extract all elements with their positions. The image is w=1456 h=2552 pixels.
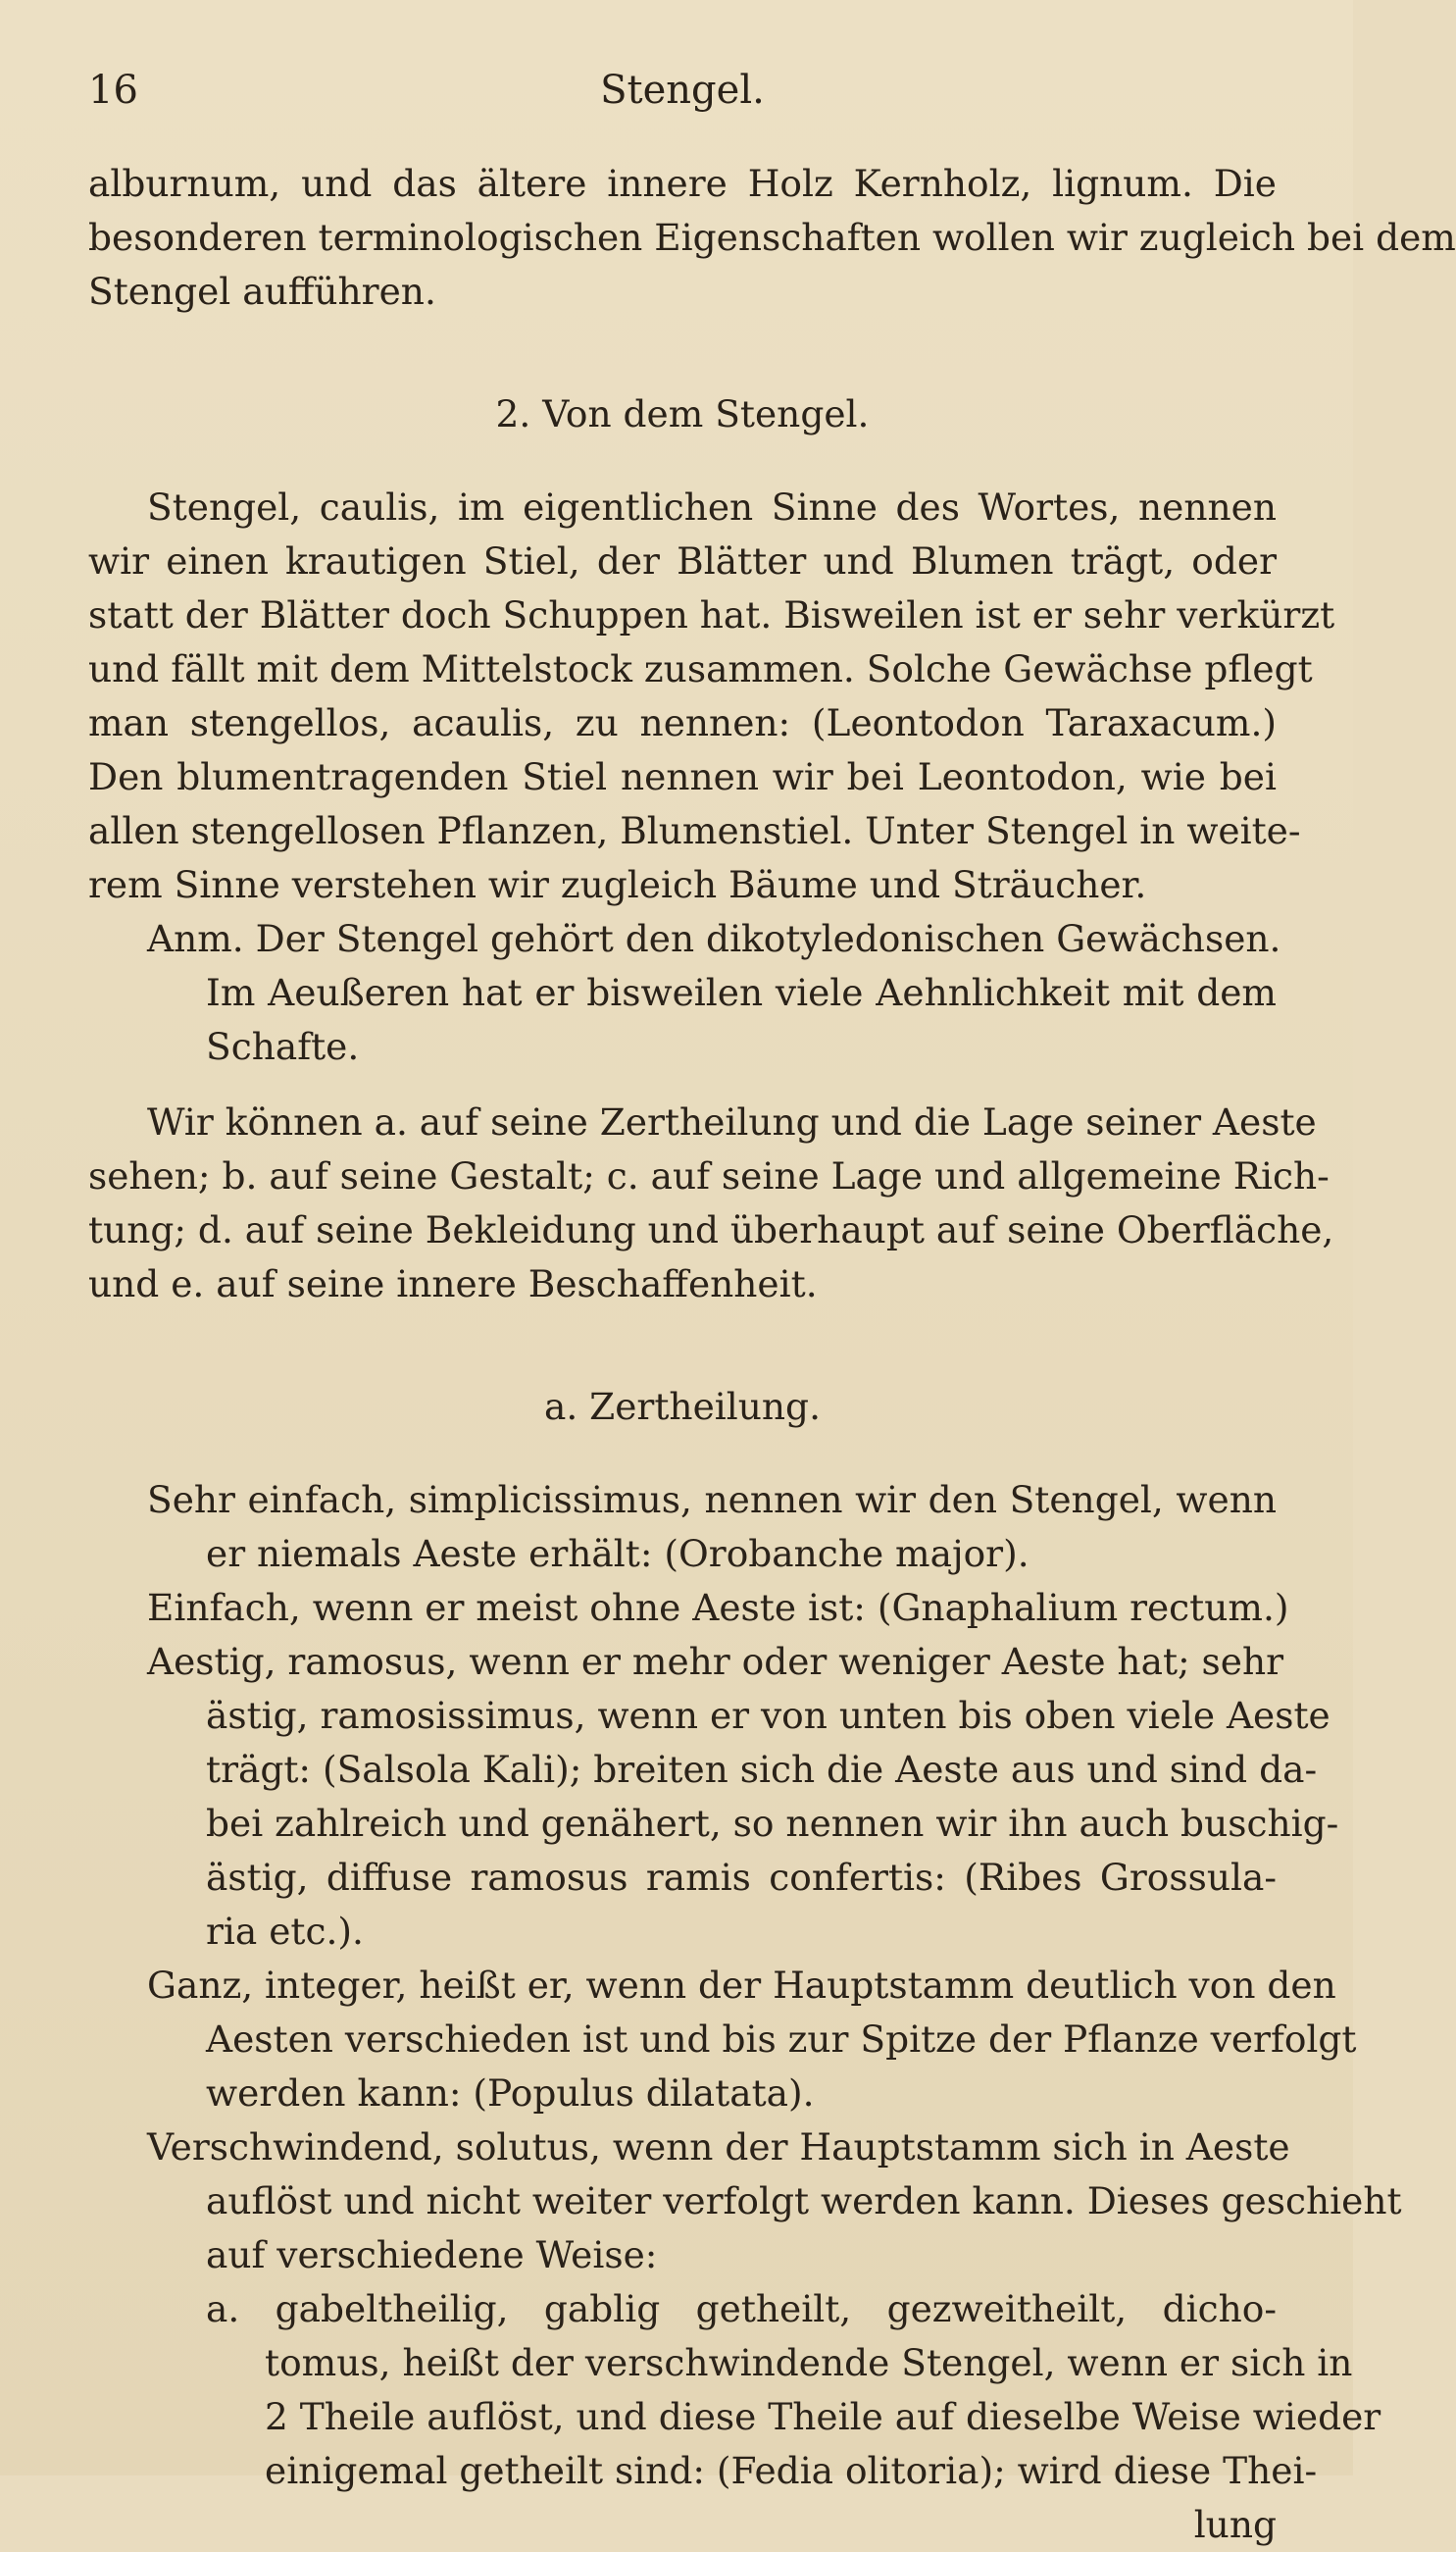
section-heading: 2. Von dem Stengel. <box>495 392 870 435</box>
note-line: Anm. Der Stengel gehört den dikotyledonischen Gewächsen. <box>147 917 1281 960</box>
definition-line: Aestig, ramosus, wenn er mehr oder weniger Aeste hat; sehr <box>147 1640 1284 1683</box>
text-line: sehen; b. auf seine Gestalt; c. auf seine Lage und allgemeine Rich- <box>88 1154 1330 1198</box>
definition-line: ästig, diffuse ramosus ramis confertis: (Ribes Grossula- <box>206 1856 1277 1899</box>
text-line: Wir können a. auf seine Zertheilung und die Lage seiner Aeste <box>147 1100 1317 1144</box>
definition-line: a. gabeltheilig, gablig getheilt, gezweitheilt, dicho- <box>206 2287 1277 2330</box>
running-title: Stengel. <box>600 68 765 113</box>
definition-line: Sehr einfach, simplicissimus, nennen wir den Stengel, wenn <box>147 1478 1277 1521</box>
text-line: wir einen krautigen Stiel, der Blätter und Blumen trägt, oder <box>88 539 1277 583</box>
note-line: Im Aeußeren hat er bisweilen viele Aehnlichkeit mit dem <box>206 971 1277 1014</box>
text-line: alburnum, und das ältere innere Holz Kernholz, lignum. Die <box>88 162 1277 205</box>
subsection-heading: a. Zertheilung. <box>543 1385 821 1428</box>
text-line: rem Sinne verstehen wir zugleich Bäume und Sträucher. <box>88 863 1147 906</box>
definition-line: er niemals Aeste erhält: (Orobanche major). <box>206 1532 1029 1575</box>
text-line: allen stengellosen Pflanzen, Blumenstiel. Unter Stengel in weite- <box>88 809 1301 852</box>
text-line: tung; d. auf seine Bekleidung und überhaupt auf seine Oberfläche, <box>88 1208 1334 1251</box>
note-line: Schafte. <box>206 1025 360 1068</box>
definition-line: werden kann: (Populus dilatata). <box>206 2071 815 2115</box>
definition-line: Aesten verschieden ist und bis zur Spitze der Pflanze verfolgt <box>206 2017 1357 2061</box>
catchword: lung <box>1193 2503 1277 2546</box>
definition-line: tomus, heißt der verschwindende Stengel, wenn er sich in <box>265 2341 1353 2384</box>
definition-line: auf verschiedene Weise: <box>206 2233 658 2276</box>
definition-line: ria etc.). <box>206 1910 364 1953</box>
text-line: Stengel, caulis, im eigentlichen Sinne des Wortes, nennen <box>147 485 1277 529</box>
text-line: man stengellos, acaulis, zu nennen: (Leontodon Taraxacum.) <box>88 701 1277 744</box>
text-line: Stengel aufführen. <box>88 270 436 313</box>
definition-line: auflöst und nicht weiter verfolgt werden kann. Dieses geschieht <box>206 2179 1402 2222</box>
running-head <box>88 61 1277 120</box>
definition-line: bei zahlreich und genähert, so nennen wir ihn auch buschig- <box>206 1802 1339 1845</box>
definition-line: trägt: (Salsola Kali); breiten sich die Aeste aus und sind da- <box>206 1748 1318 1791</box>
definition-line: 2 Theile auflöst, und diese Theile auf dieselbe Weise wieder <box>265 2395 1381 2438</box>
definition-line: Verschwindend, solutus, wenn der Hauptstamm sich in Aeste <box>147 2125 1290 2169</box>
text-line: Den blumentragenden Stiel nennen wir bei Leontodon, wie bei <box>88 755 1277 798</box>
text-line: und fällt mit dem Mittelstock zusammen. Solche Gewächse pflegt <box>88 647 1313 690</box>
text-line: statt der Blätter doch Schuppen hat. Bisweilen ist er sehr verkürzt <box>88 593 1335 637</box>
body-text <box>88 157 1456 2552</box>
text-line: besonderen terminologischen Eigenschaften wollen wir zugleich bei dem <box>88 216 1456 259</box>
text-line: und e. auf seine innere Beschaffenheit. <box>88 1262 818 1305</box>
definition-line: Ganz, integer, heißt er, wenn der Hauptstamm deutlich von den <box>147 1964 1336 2007</box>
page-number: 16 <box>88 68 138 113</box>
definition-line: Einfach, wenn er meist ohne Aeste ist: (Gnaphalium rectum.) <box>147 1586 1289 1629</box>
definition-line: einigemal getheilt sind: (Fedia olitoria); wird diese Thei- <box>265 2449 1318 2492</box>
definition-line: ästig, ramosissimus, wenn er von unten bis oben viele Aeste <box>206 1694 1330 1737</box>
